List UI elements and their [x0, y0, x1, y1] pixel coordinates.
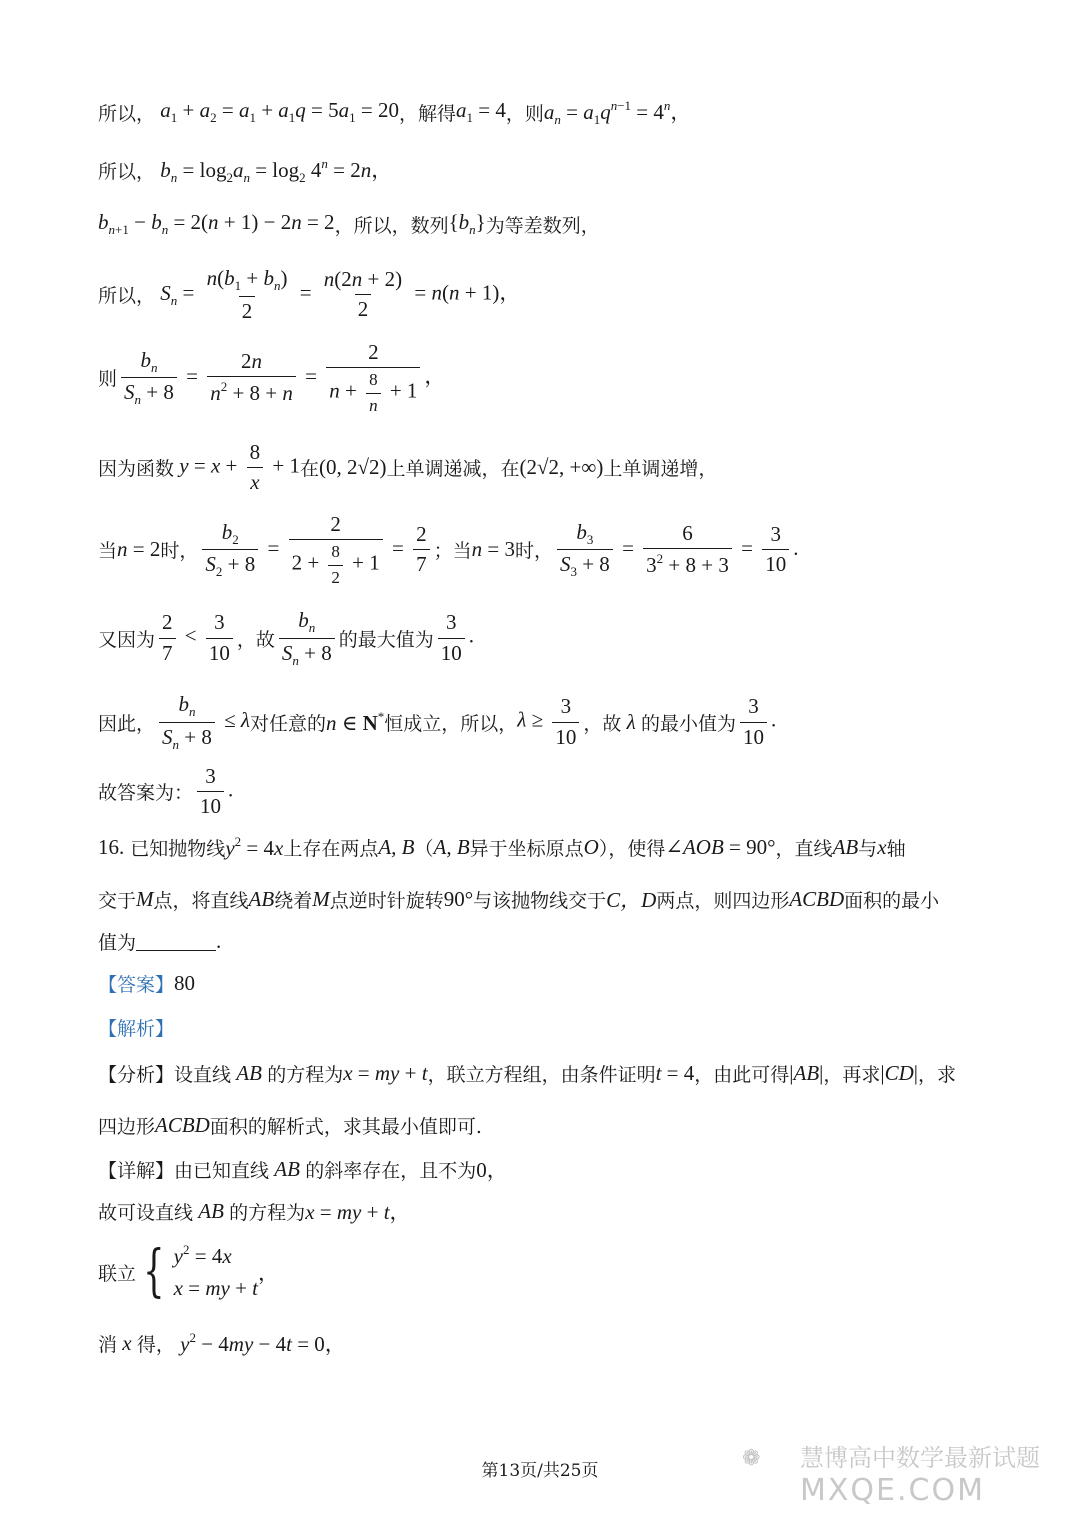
- text: 异于坐标原点: [469, 838, 584, 860]
- formula: $a_1 + a_2 = a_1 + a_1q = 5a_1 = 20$: [160, 98, 399, 125]
- formula: x: [877, 835, 887, 859]
- watermark-site: MXQE.COM: [800, 1473, 985, 1508]
- watermark-text: 慧博高中数学最新试题: [800, 1444, 1040, 1472]
- formula: 90°: [443, 886, 474, 911]
- formula: x: [117, 1330, 137, 1355]
- formula: x = my + t，: [305, 1200, 411, 1224]
- text: 面积的解析式，求其最小值即可.: [209, 1116, 482, 1138]
- text: 点，将直线: [153, 889, 249, 912]
- solution-line-6: [98, 440, 717, 495]
- text: 所以，: [98, 102, 156, 125]
- formula: $\frac{b_n}{S_n + 8}$: [275, 608, 339, 668]
- formula: $S_n$ = $\frac{n(b_1 + b_n)}{2}$ = $\frac{n(2n + 2)}{2}$ = n(n + 1)，: [160, 266, 521, 323]
- formula: $y^2 = 4x$: [225, 834, 284, 860]
- text: 在: [299, 458, 319, 481]
- formula: C，D: [606, 888, 657, 912]
- formula: $\frac{b_2}{S_2 + 8}$ = 2 2 + $\frac{8}{2}$ + 1 = $\frac{2}{7}$: [198, 512, 433, 588]
- text: 时，: [514, 540, 553, 563]
- text: 两点，则四边形: [656, 889, 790, 912]
- fenxi-line-1: [98, 1060, 956, 1087]
- text: 的最小值为: [641, 712, 737, 735]
- question-16-line-3: 值为 .: [98, 929, 222, 954]
- text: 恒成立，所以，: [384, 712, 518, 735]
- text: ，再求: [823, 1064, 881, 1086]
- formula: $\frac{3}{10}$ .: [434, 610, 474, 665]
- fenxi-line-2: [98, 1112, 482, 1139]
- solution-line-3: [98, 210, 600, 238]
- text: ，解得: [398, 102, 456, 125]
- formula: (2√2, +∞): [519, 455, 604, 480]
- text: ，故: [236, 628, 275, 651]
- text: 的方程为: [267, 1064, 344, 1086]
- text: 的最大值为: [338, 628, 434, 651]
- formula: 0，: [476, 1158, 508, 1182]
- text: ，联立方程组，由条件证明: [427, 1064, 656, 1086]
- text: 已知抛物线: [130, 838, 226, 860]
- solution-line-2: [98, 154, 392, 186]
- equation-system: { $y^2 = 4x$ x = my + t: [143, 1239, 259, 1304]
- formula: $\frac{b_n}{S_n + 8}$ ≤ λ: [155, 692, 250, 752]
- text: ，由此可得: [694, 1064, 790, 1086]
- text: 当: [98, 540, 118, 563]
- formula: t = 4: [655, 1061, 695, 1085]
- text: 与该抛物线交于: [473, 889, 607, 912]
- formula: ACBD: [155, 1113, 210, 1137]
- text: 对任意的: [250, 712, 327, 735]
- solution-line-7: [98, 512, 798, 588]
- formula: λ: [621, 709, 642, 734]
- formula: y = x + $\frac{8}{x}$ + 1: [179, 440, 300, 495]
- formula: λ ≥ $\frac{3}{10}$: [517, 694, 583, 749]
- solution-line-8: [98, 608, 474, 668]
- solution-line-9: [98, 692, 776, 752]
- text: 的方程为: [229, 1201, 306, 1224]
- formula: M: [136, 886, 154, 911]
- text: ；当: [433, 540, 472, 563]
- formula: $a_n = a_1q^{n-1} = 4^n$，: [543, 98, 692, 127]
- formula: n = 3: [471, 537, 515, 562]
- text: ，则: [505, 102, 544, 125]
- answer-blank: [136, 932, 216, 951]
- formula: ACBD: [789, 886, 845, 911]
- formula: $a_1 = 4$: [456, 98, 506, 125]
- text: ，所以，数列: [334, 214, 449, 237]
- formula: O: [583, 835, 599, 859]
- formula: $b_n = \log_2a_n = \log_2 4^n = 2n$，: [160, 156, 393, 185]
- formula: $\frac{b_3}{S_3 + 8}$ = $\frac{6}{3^2 + 8 + 3}$ = $\frac{3}{10}$ .: [553, 520, 798, 580]
- text: 值为: [98, 932, 137, 954]
- text: 由已知直线: [174, 1159, 270, 1182]
- text: ），使得: [598, 838, 666, 860]
- formula: AB: [269, 1156, 306, 1181]
- formula: n ∈ N*: [326, 708, 385, 735]
- answer-tag: 【答案】: [98, 974, 175, 996]
- text: 设直线: [174, 1064, 232, 1086]
- text: 面积的最小: [844, 889, 940, 912]
- text: 为等差数列，: [485, 214, 600, 237]
- formula: ∠AOB = 90°: [665, 835, 776, 859]
- answer-line: [98, 970, 195, 997]
- formula: x = my + t: [343, 1061, 428, 1085]
- formula: $b_{n+1} - b_n = 2(n + 1) - 2n = 2$: [98, 210, 335, 237]
- wechat-icon: ❁: [742, 1446, 761, 1471]
- text: 得，: [136, 1333, 175, 1356]
- formula: |AB|: [789, 1061, 824, 1085]
- text: 轴: [886, 838, 906, 860]
- text: 所以，: [98, 285, 156, 308]
- solution-line-1: [98, 96, 691, 128]
- formula: |CD|: [880, 1061, 919, 1085]
- text: 又因为: [98, 628, 156, 651]
- jiexi-line: [98, 1014, 174, 1041]
- xiangjie-line-2: [98, 1196, 411, 1226]
- text: 因为函数: [98, 458, 175, 481]
- text: ，直线: [775, 838, 833, 860]
- formula: AB: [832, 835, 859, 859]
- text: 时，: [160, 540, 199, 563]
- xiangjie-tag: 【详解】: [98, 1159, 175, 1182]
- formula: AB: [193, 1198, 230, 1223]
- text: 消: [98, 1333, 118, 1356]
- solution-line-5: [98, 340, 445, 416]
- text: ，求: [918, 1064, 957, 1086]
- text: 故可设直线: [98, 1201, 194, 1224]
- text: 上单调递增，: [603, 458, 718, 481]
- question-16-line-1: [98, 834, 906, 861]
- text: 故答案为：: [98, 782, 194, 805]
- text: 所以，: [98, 160, 156, 183]
- formula: AB: [248, 886, 275, 911]
- fenxi-tag: 【分析】: [98, 1064, 175, 1086]
- question-number: 16.: [98, 835, 125, 859]
- text: ，故: [583, 712, 622, 735]
- text: 交于: [98, 889, 137, 912]
- formula: A, B: [378, 835, 415, 859]
- formula: AB: [231, 1061, 268, 1085]
- answer-value: 80: [174, 971, 196, 995]
- text: 的斜率存在，且不为: [305, 1159, 477, 1182]
- formula: n = 2: [117, 537, 161, 562]
- xiangjie-line-1: [98, 1154, 508, 1184]
- formula: $y^2 - 4my - 4t = 0$，: [180, 1330, 346, 1356]
- page-footer: 第13页/共25页: [481, 1461, 599, 1481]
- text: 点逆时针旋转: [329, 889, 444, 912]
- text: （: [414, 838, 434, 860]
- text: 绕着: [274, 889, 313, 912]
- solution-line-4: [98, 266, 520, 324]
- text: 与: [858, 838, 878, 860]
- formula: $\{b_n\}$: [448, 210, 486, 237]
- formula: $\frac{3}{10}$ .: [193, 764, 233, 819]
- question-16-line-2: [98, 884, 939, 914]
- formula: $\frac{3}{10}$ .: [736, 694, 776, 749]
- formula: (0, 2√2): [318, 455, 387, 480]
- formula: $\frac{2}{7}$ < $\frac{3}{10}$: [155, 610, 237, 665]
- analysis-tag: 【解析】: [98, 1018, 175, 1040]
- text: 因此，: [98, 712, 156, 735]
- formula: M: [312, 886, 330, 911]
- text: 上单调递减，在: [386, 458, 520, 481]
- text: 则: [98, 368, 118, 391]
- formula: $\frac{b_n}{S_n + 8}$ = $\frac{2n}{n^2 + 8 + n}$ = 2 n + $\frac{8}{n}$ + 1 ，: [117, 340, 445, 416]
- text: 联立: [98, 1262, 137, 1285]
- solution-line-10: [98, 764, 233, 819]
- text: 上存在两点: [283, 838, 379, 860]
- formula: A, B: [433, 835, 470, 859]
- text: 四边形: [98, 1116, 156, 1138]
- xiangjie-line-3: 联立 { $y^2 = 4x$ x = my + t ，: [98, 1239, 280, 1304]
- xiangjie-line-4: [98, 1328, 346, 1358]
